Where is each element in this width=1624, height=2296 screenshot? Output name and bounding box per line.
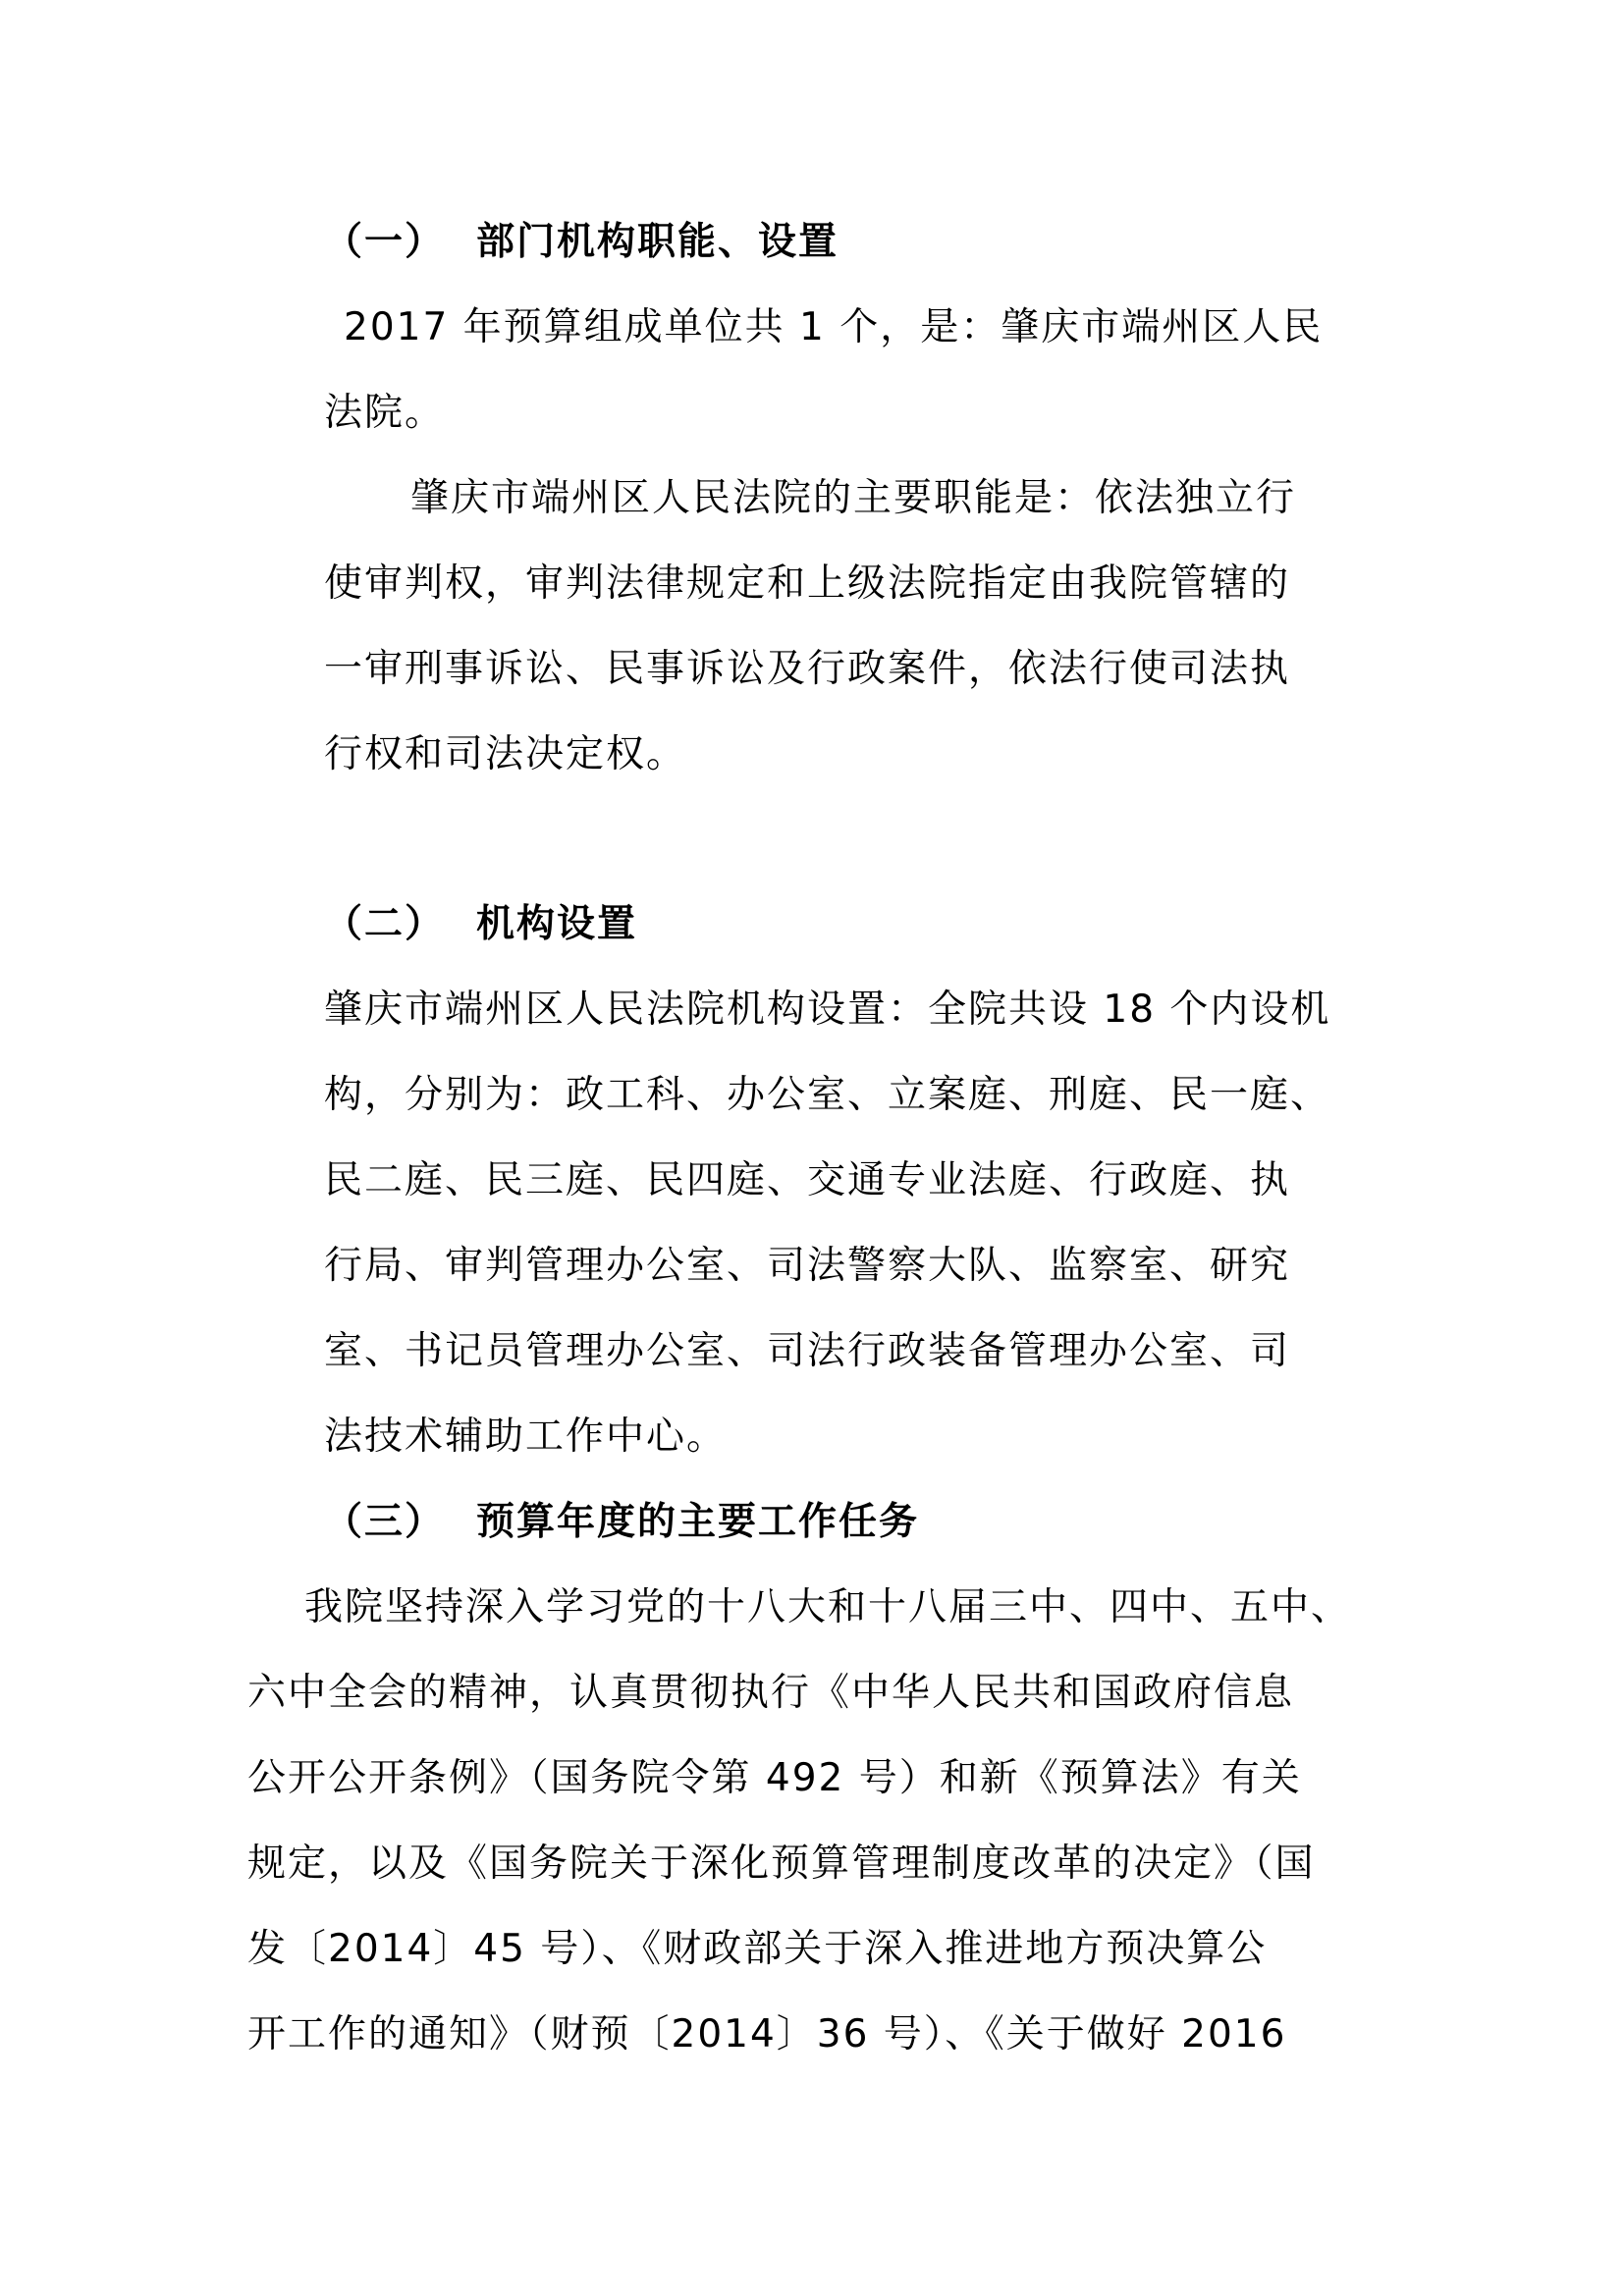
section3-number: （三） [324,1500,446,1544]
section3-line-6: 开工作的通知》（财预〔2014〕36 号）、《关于做好 2016 [247,2012,1287,2056]
section2-line-1: 肇庆市端州区人民法院机构设置：全院共设 18 个内设机 [324,988,1331,1032]
section3-title: 预算年度的主要工作任务 [476,1500,920,1544]
section2-line-3: 民二庭、民三庭、民四庭、交通专业法庭、行政庭、执 [324,1158,1291,1202]
section2-heading [324,898,637,951]
section1-line-1: 2017 年预算组成单位共 1 个，是：肇庆市端州区人民 [344,305,1324,349]
section3-heading [324,1496,919,1549]
section3-line-1: 我院坚持深入学习党的十八大和十八届三中、四中、五中、 [304,1585,1352,1629]
section2-title: 机构设置 [476,902,638,946]
section2-number: （二） [324,902,446,946]
section1-title: 部门机构职能、设置 [476,220,839,264]
section3-line-4: 规定，以及《国务院关于深化预算管理制度改革的决定》（国 [247,1842,1316,1886]
section1-line-5: 一审刑事诉讼、民事诉讼及行政案件，依法行使司法执 [324,647,1291,691]
section2-line-6: 法技术辅助工作中心。 [324,1415,728,1459]
section1-number: （一） [324,220,446,264]
section1-line-3: 肇庆市端州区人民法院的主要职能是：依法独立行 [410,476,1297,520]
section2-line-4: 行局、审判管理办公室、司法警察大队、监察室、研究 [324,1244,1291,1288]
section1-line-6: 行权和司法决定权。 [324,732,687,776]
section3-line-2: 六中全会的精神，认真贯彻执行《中华人民共和国政府信息 [247,1671,1295,1715]
section1-line-4: 使审判权，审判法律规定和上级法院指定由我院管辖的 [324,561,1291,606]
section1-line-2: 法院。 [324,391,446,435]
section2-line-2: 构，分别为：政工科、办公室、立案庭、刑庭、民一庭、 [324,1073,1331,1117]
section3-line-3: 公开公开条例》（国务院令第 492 号）和新《预算法》有关 [247,1756,1302,1800]
section2-line-5: 室、书记员管理办公室、司法行政装备管理办公室、司 [324,1329,1291,1373]
section1-heading [324,216,839,269]
section3-line-5: 发〔2014〕45 号）、《财政部关于深入推进地方预决算公 [247,1927,1268,1971]
